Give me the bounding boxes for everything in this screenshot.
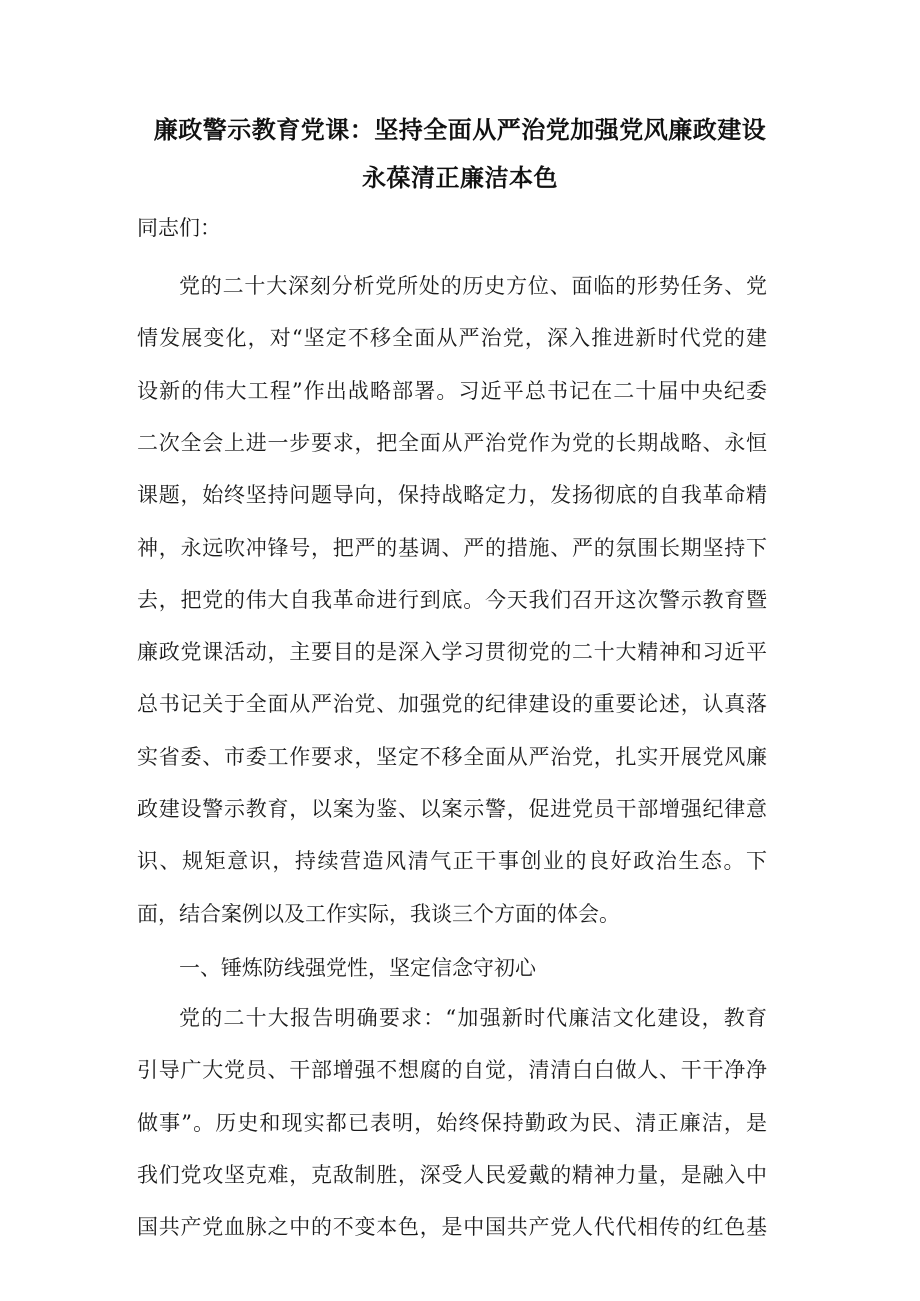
paragraph-2-line: 国共产党血脉之中的不变本色，是中国共产党人代代相传的红色基 <box>137 1215 767 1239</box>
paragraph-1-line: 政建设警示教育，以案为鉴、以案示警，促进党员干部增强纪律意 <box>137 797 767 821</box>
paragraph-1-line: 课题，始终坚持问题导向，保持战略定力，发扬彻底的自我革命精 <box>137 483 767 507</box>
paragraph-2-line: 做事”。历史和现实都已表明，始终保持勤政为民、清正廉洁，是 <box>137 1111 767 1135</box>
paragraph-1-line: 二次全会上进一步要求，把全面从严治党作为党的长期战略、永恒 <box>137 431 767 455</box>
greeting: 同志们： <box>137 216 221 240</box>
section-1-heading: 一、锤炼防线强党性，坚定信念守初心 <box>179 956 536 980</box>
paragraph-1-line: 识、规矩意识，持续营造风清气正干事创业的良好政治生态。下 <box>137 849 767 873</box>
paragraph-1-line: 实省委、市委工作要求，坚定不移全面从严治党，扎实开展党风廉 <box>137 745 767 769</box>
paragraph-1-line: 总书记关于全面从严治党、加强党的纪律建设的重要论述，认真落 <box>137 692 767 716</box>
paragraph-2-line: 我们党攻坚克难，克敌制胜，深受人民爱戴的精神力量，是融入中 <box>137 1163 767 1187</box>
paragraph-1-line: 面，结合案例以及工作实际，我谈三个方面的体会。 <box>137 902 620 926</box>
paragraph-1-line: 神，永远吹冲锋号，把严的基调、严的措施、严的氛围长期坚持下 <box>137 536 767 560</box>
paragraph-1-line: 情发展变化，对“坚定不移全面从严治党，深入推进新时代党的建 <box>137 326 767 350</box>
paragraph-2-line: 引导广大党员、干部增强不想腐的自觉，清清白白做人、干干净净 <box>137 1058 767 1082</box>
document-title-line-1: 廉政警示教育党课：坚持全面从严治党加强党风廉政建设 <box>153 116 767 144</box>
paragraph-1-line: 廉政党课活动，主要目的是深入学习贯彻党的二十大精神和习近平 <box>137 640 767 664</box>
paragraph-1-line: 去，把党的伟大自我革命进行到底。今天我们召开这次警示教育暨 <box>137 588 767 612</box>
document-title-line-2: 永葆清正廉洁本色 <box>362 164 558 192</box>
paragraph-2-line: 党的二十大报告明确要求：“加强新时代廉洁文化建设，教育 <box>179 1006 767 1030</box>
paragraph-1-line: 党的二十大深刻分析党所处的历史方位、面临的形势任务、党 <box>179 274 767 298</box>
paragraph-1-line: 设新的伟大工程”作出战略部署。习近平总书记在二十届中央纪委 <box>137 379 767 403</box>
